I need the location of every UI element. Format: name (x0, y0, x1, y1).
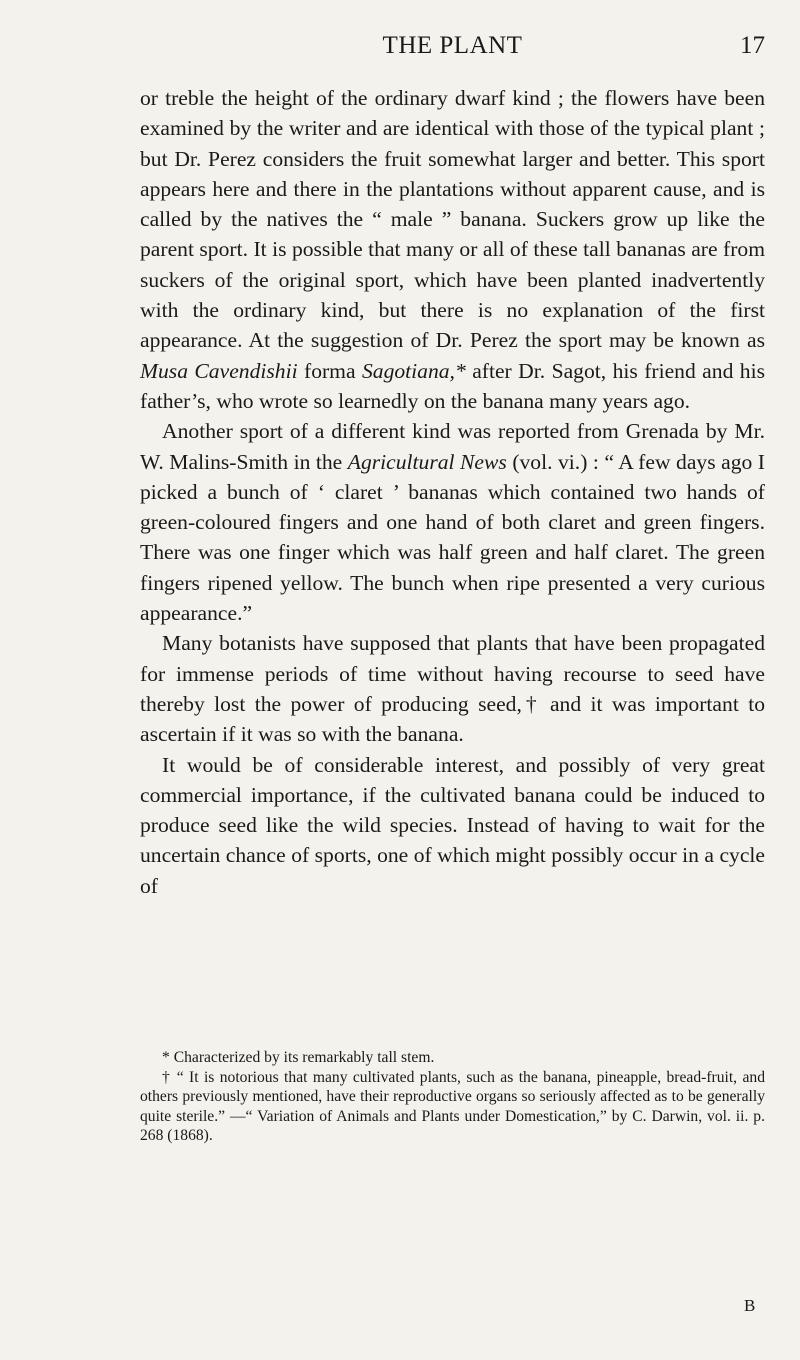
form-name: Sagotiana,* (361, 358, 466, 383)
journal-name: Agricultural News (347, 449, 507, 474)
forma-word: forma (304, 358, 356, 383)
paragraph-3: Many botanists have supposed that plants that have been propagated for immense periods of time without having recourse to seed have thereby lost the power of producing seed,† and it was important to ascertain if it was so with the banana. (140, 631, 765, 747)
paragraph-4: It would be of considerable interest, and possibly of very great commercial importance, if the cultivated banana could be induced to produce seed like the wild species. Instead of having to wait for the uncertain chance of sports, one of which might possibly occur in a cycle of (140, 752, 765, 898)
running-head: THE PLANT (382, 32, 523, 59)
paragraph-1-end: after Dr. Sagot, his friend and his father’s, who wrote so learnedly on the banana many years ago. (140, 358, 765, 413)
page-header (140, 32, 765, 66)
signature-mark: B (744, 1296, 756, 1315)
footnote-1: * Characterized by its remarkably tall stem. (162, 1049, 435, 1066)
paragraph-1-text: or treble the height of the ordinary dwarf kind ; the flowers have been examined by the writer and are identical with those of the typical plant ; but Dr. Perez considers the fruit somewhat larger and better. This sport appears here and there in the plantations without apparent cause, and is called by the natives the “ male ” banana. Suckers grow up like the parent sport. It is possible that many or all of these tall bananas are from suckers of the original sport, which have been planted inadvertently with the ordinary kind, but there is no explanation of the first appearance. At the suggestion of Dr. Perez the sport may be known as (140, 86, 765, 353)
paragraph-1 (140, 83, 765, 416)
footnotes (140, 1048, 765, 1146)
footnote-2: † “ It is notorious that many cultivated plants, such as the banana, pineapple, bread-fruit, and others previously mentioned, have their reproductive organs so seriously affected as to be generally quite sterile.” —“ Variation of Animals and Plants under Domestication,” by C. Darwin, vol. ii. p. 268 (1868). (140, 1068, 765, 1145)
page-number: 17 (740, 32, 765, 59)
paragraph-2-start: Another sport of a different kind was reported from Grenada by Mr. W. Malins-Smith in the (140, 419, 765, 474)
paragraph-2 (140, 416, 765, 628)
species-name: Musa Cavendishii (140, 358, 298, 383)
body-text (140, 83, 765, 901)
paragraph-2-end: (vol. vi.) : “ A few days ago I picked a bunch of ‘ claret ’ bananas which contained two hands of green-coloured fingers and one hand of both claret and green fingers. There was one finger which was half green and half claret. The green fingers ripened yellow. The bunch when ripe presented a very curious appearance.” (140, 449, 765, 626)
